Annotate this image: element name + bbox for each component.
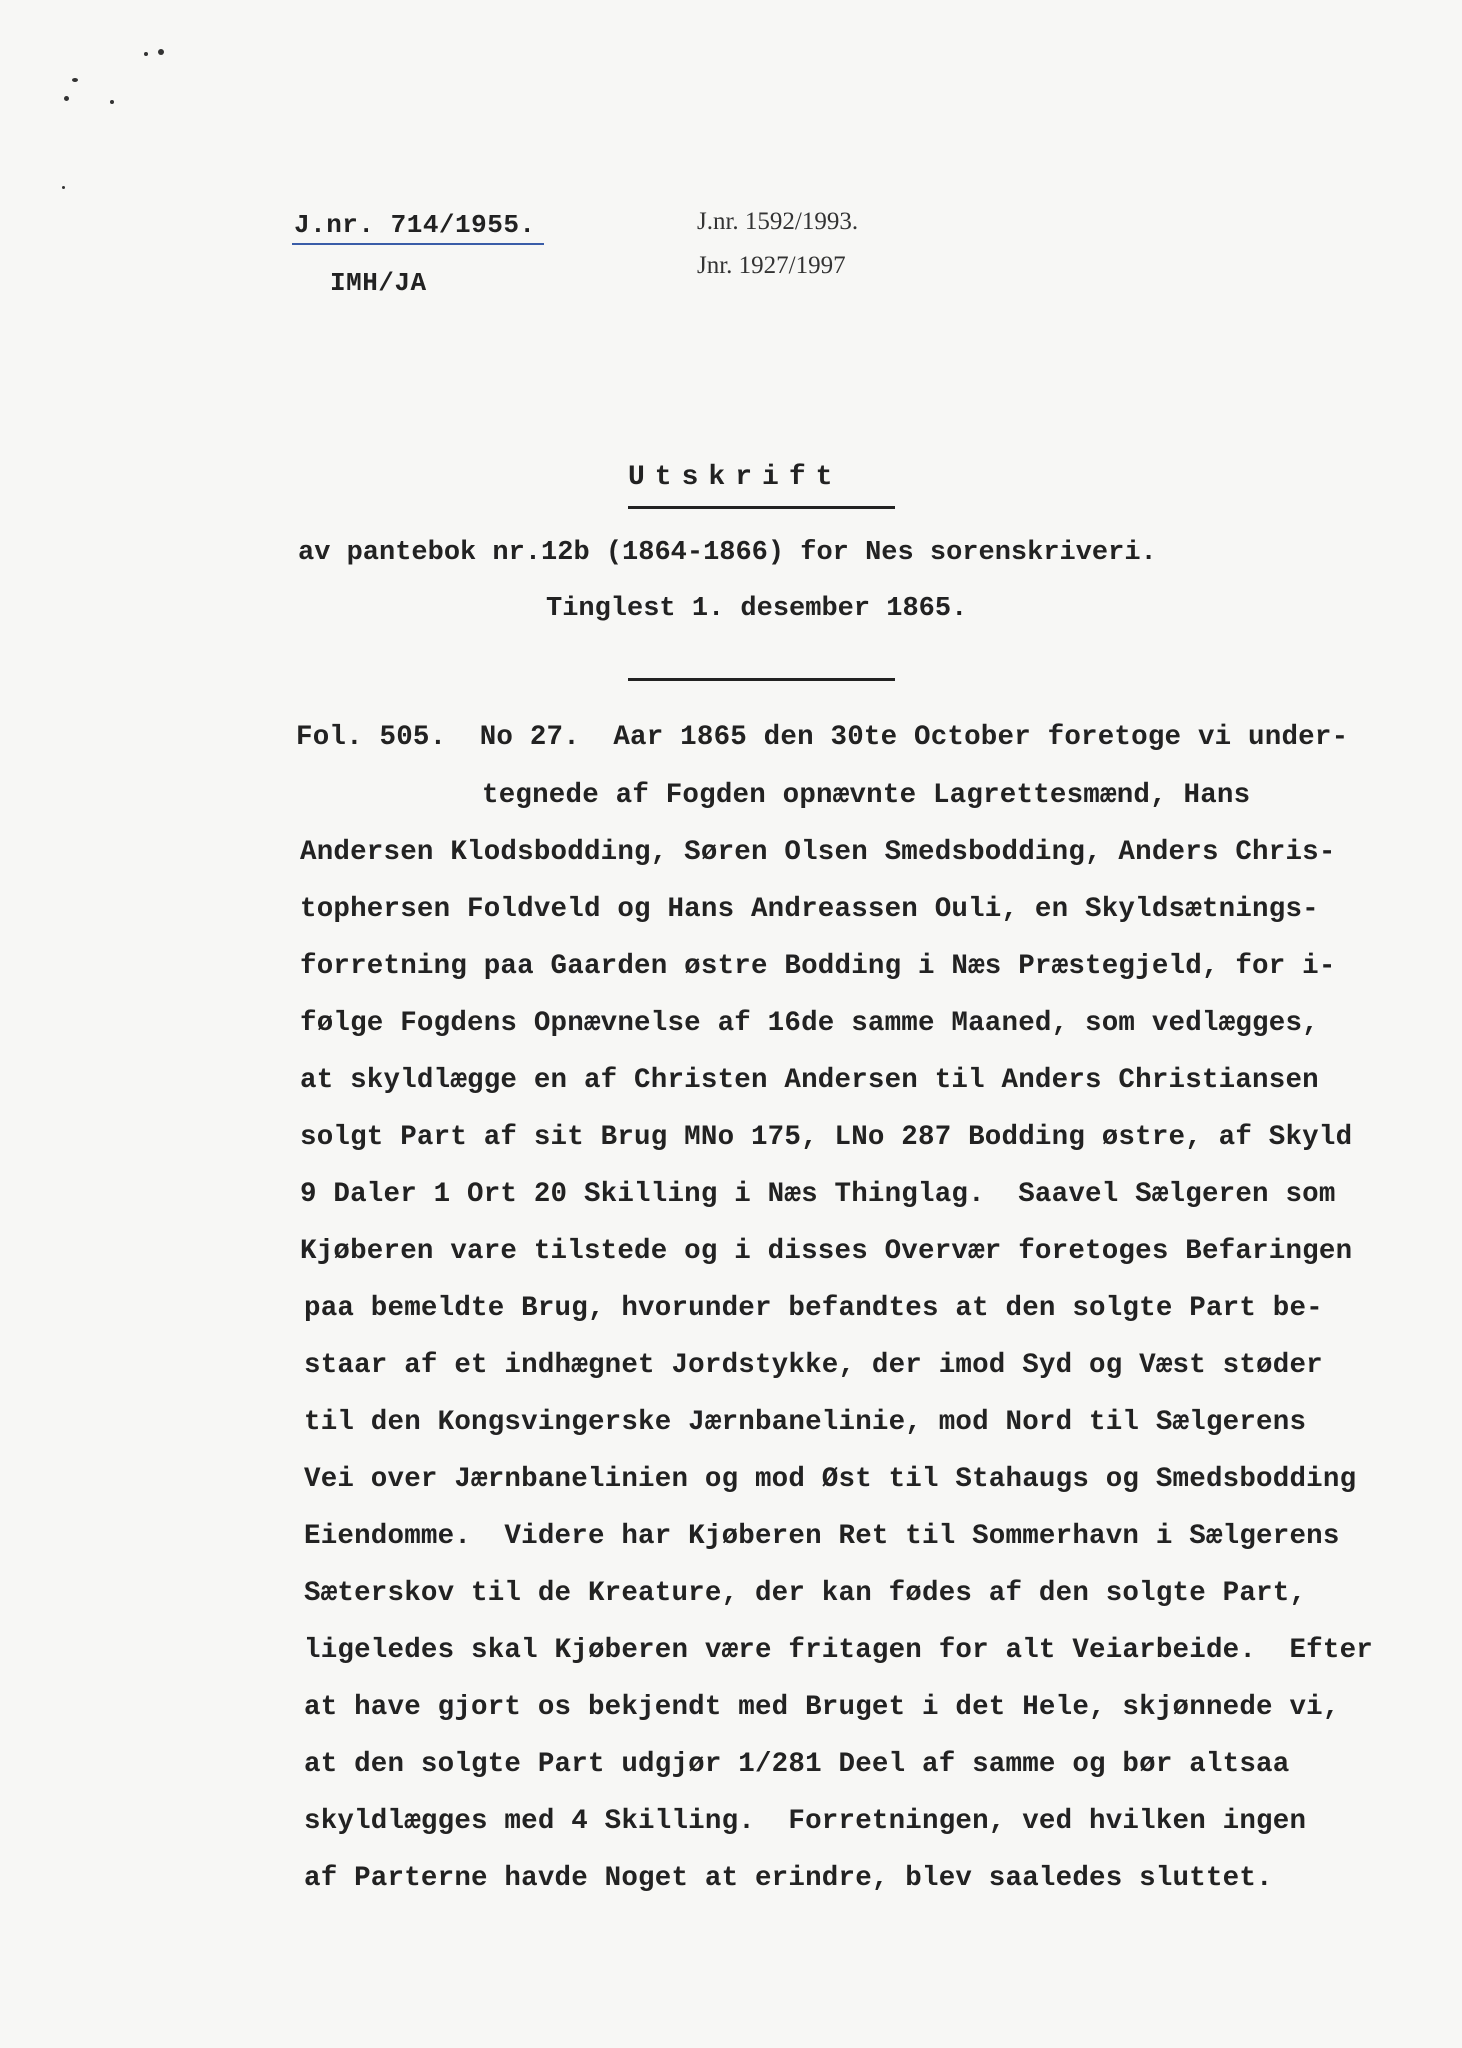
journal-number-underline bbox=[292, 243, 544, 245]
subtitle-date: Tinglest 1. desember 1865. bbox=[546, 594, 968, 624]
body-line: følge Fogdens Opnævnelse af 16de samme Maaned, som vedlægges, bbox=[300, 1008, 1319, 1039]
body-line: Vei over Jærnbanelinien og mod Øst til Stahaugs og Smedsbodding bbox=[304, 1464, 1357, 1495]
journal-number-1997: Jnr. 1927/1997 bbox=[697, 252, 846, 279]
scan-speck bbox=[62, 186, 65, 189]
body-line: skyldlægges med 4 Skilling. Forretningen, ved hvilken ingen bbox=[304, 1806, 1307, 1837]
body-line: tegnede af Fogden opnævnte Lagrettesmænd, Hans bbox=[482, 780, 1251, 811]
scan-speck bbox=[144, 52, 148, 56]
scan-speck bbox=[110, 100, 114, 104]
body-line: af Parterne havde Noget at erindre, blev saaledes sluttet. bbox=[304, 1863, 1273, 1894]
document-title: Utskrift bbox=[628, 462, 843, 493]
body-line: at have gjort os bekjendt med Bruget i det Hele, skjønnede vi, bbox=[304, 1692, 1340, 1723]
scan-speck bbox=[158, 49, 164, 55]
body-line: Eiendomme. Videre har Kjøberen Ret til Sommerhavn i Sælgerens bbox=[304, 1521, 1340, 1552]
journal-number-1955: J.nr. 714/1955. bbox=[294, 210, 536, 240]
body-line: til den Kongsvingerske Jærnbanelinie, mod Nord til Sælgerens bbox=[304, 1407, 1307, 1438]
body-line: 9 Daler 1 Ort 20 Skilling i Næs Thinglag. Saavel Sælgeren som bbox=[300, 1179, 1336, 1210]
scan-speck bbox=[64, 96, 69, 101]
body-line: Fol. 505. No 27. Aar 1865 den 30te October foretoge vi under- bbox=[296, 722, 1349, 753]
body-line: Andersen Klodsbodding, Søren Olsen Smedsbodding, Anders Chris- bbox=[300, 837, 1336, 868]
body-line: at den solgte Part udgjør 1/281 Deel af samme og bør altsaa bbox=[304, 1749, 1290, 1780]
body-line: paa bemeldte Brug, hvorunder befandtes at den solgte Part be- bbox=[304, 1293, 1323, 1324]
body-line: solgt Part af sit Brug MNo 175, LNo 287 Bodding østre, af Skyld bbox=[300, 1122, 1353, 1153]
scan-speck bbox=[72, 78, 78, 82]
body-line: Sæterskov til de Kreature, der kan fødes af den solgte Part, bbox=[304, 1578, 1307, 1609]
body-line: tophersen Foldveld og Hans Andreassen Ouli, en Skyldsætnings- bbox=[300, 894, 1319, 925]
subtitle-source: av pantebok nr.12b (1864-1866) for Nes sorenskriveri. bbox=[298, 538, 1157, 568]
body-line: at skyldlægge en af Christen Andersen til Anders Christiansen bbox=[300, 1065, 1319, 1096]
body-line: staar af et indhægnet Jordstykke, der imod Syd og Væst støder bbox=[304, 1350, 1323, 1381]
body-line: Kjøberen vare tilstede og i disses Overvær foretoges Befaringen bbox=[300, 1236, 1353, 1267]
title-underline bbox=[628, 506, 895, 509]
initials: IMH/JA bbox=[330, 268, 427, 298]
journal-number-1993: J.nr. 1592/1993. bbox=[697, 208, 859, 235]
body-line: forretning paa Gaarden østre Bodding i Næs Præstegjeld, for i- bbox=[300, 951, 1336, 982]
body-line: ligeledes skal Kjøberen være fritagen for alt Veiarbeide. Efter bbox=[304, 1635, 1373, 1666]
section-separator bbox=[628, 678, 895, 681]
